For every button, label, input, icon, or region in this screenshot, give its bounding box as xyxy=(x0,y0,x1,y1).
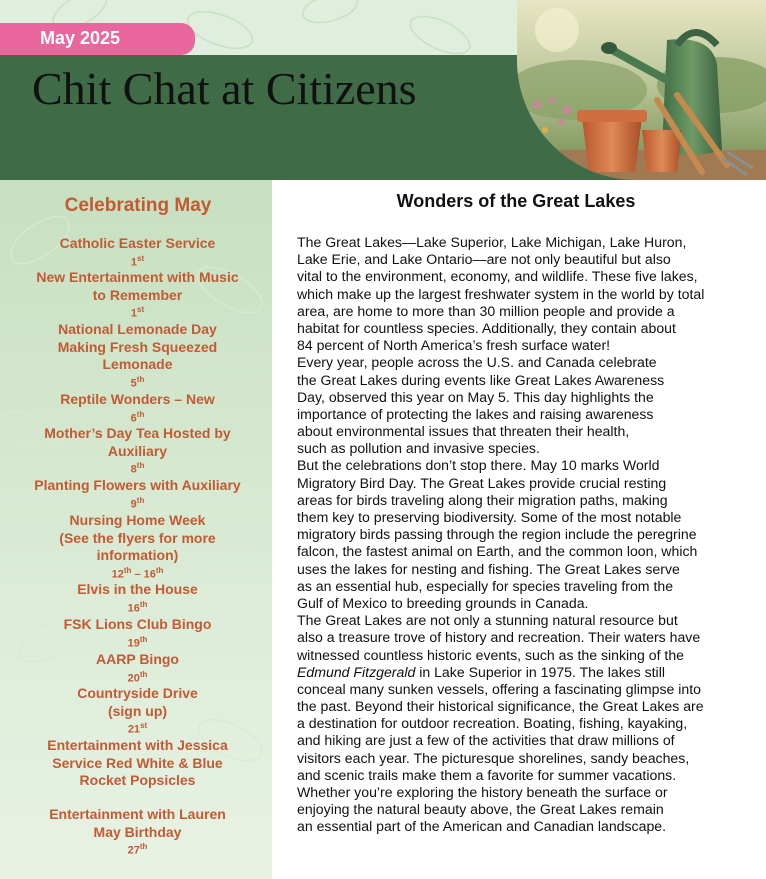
event-date: 21st xyxy=(127,721,148,736)
event-label: (sign up) xyxy=(107,702,168,719)
event-date: 16th xyxy=(127,599,148,615)
article-line: such as pollution and invasive species. xyxy=(297,440,540,457)
sidebar-title: Celebrating May xyxy=(64,195,212,216)
event-date: 27th xyxy=(127,842,148,857)
event-label: Service Red White & Blue xyxy=(52,754,223,771)
event-label: National Lemonade Day xyxy=(58,321,217,337)
event-label: to Remember xyxy=(92,286,183,303)
event-label: Planting Flowers with Auxiliary xyxy=(34,477,241,493)
article-line: The Great Lakes—Lake Superior, Lake Michigan, Lake Huron, xyxy=(297,234,687,250)
event-label: Rocket Popsicles xyxy=(79,772,196,788)
article-line: areas for birds traveling along their migration paths, making xyxy=(297,491,668,508)
event-label: Mother’s Day Tea Hosted by xyxy=(44,425,231,441)
article-line: also a treasure trove of history and recreation. Their waters have xyxy=(297,629,701,646)
event-label: May Birthday xyxy=(93,823,182,840)
event-label: FSK Lions Club Bingo xyxy=(63,616,212,632)
event-label: Nursing Home Week xyxy=(69,512,206,528)
event-date: 9th xyxy=(130,495,145,511)
event-label: Making Fresh Squeezed xyxy=(57,338,218,355)
article-line: Gulf of Mexico to breeding grounds in Canada. xyxy=(297,594,589,611)
article-line: Edmund Fitzgerald in Lake Superior in 1975. The lakes still xyxy=(297,663,665,680)
event-label: New Entertainment with Music xyxy=(36,269,239,285)
event-date: 19th xyxy=(127,634,148,650)
article-line: the past. Beyond their historical significance, the Great Lakes are xyxy=(297,698,704,715)
article-line: falcon, the fastest animal on Earth, and the common loon, which xyxy=(297,543,698,560)
article-line: which make up the largest freshwater system in the world by total xyxy=(297,285,705,302)
event-date: 1st xyxy=(130,253,145,269)
newsletter-header xyxy=(0,0,766,180)
article-line: uses the lakes for nesting and fishing. The Great Lakes serve xyxy=(297,560,680,577)
article-line: conceal many sunken vessels, offering a fascinating glimpse into xyxy=(297,680,701,697)
article-title: Wonders of the Great Lakes xyxy=(396,191,636,211)
article-line: and hiking are just a few of the activities that draw millions of xyxy=(297,732,675,749)
article-line: But the celebrations don’t stop there. May 10 marks World xyxy=(297,457,660,474)
event-date: 20th xyxy=(127,669,148,685)
article-line: Every year, people across the U.S. and Canada celebrate xyxy=(297,354,657,371)
article-line: enjoying the natural beauty above, the Great Lakes remain xyxy=(297,801,664,818)
article-line: The Great Lakes are not only a stunning natural resource but xyxy=(297,612,678,629)
article-line: the Great Lakes during events like Great Lakes Awareness xyxy=(297,371,665,388)
article-line: a destination for outdoor recreation. Boating, fishing, kayaking, xyxy=(297,715,688,732)
article-line: Whether you’re exploring the history beneath the surface or xyxy=(297,784,668,800)
article-line: witnessed countless historic events, such as the sinking of the xyxy=(297,646,685,663)
article-line: as an essential hub, especially for species traveling from the xyxy=(297,577,674,594)
event-label: Auxiliary xyxy=(107,442,168,459)
event-label: AARP Bingo xyxy=(96,651,179,667)
article-line: them key to preserving biodiversity. Some of the most notable xyxy=(297,509,682,525)
event-label: information) xyxy=(96,547,179,563)
event-date: 12th – 16th xyxy=(111,565,164,581)
article-line: Migratory Bird Day. The Great Lakes provide crucial resting xyxy=(297,474,667,491)
event-label: Elvis in the House xyxy=(77,581,198,597)
event-label: (See the flyers for more xyxy=(59,529,216,546)
article-line: Lake Erie, and Lake Ontario—are not only beautiful but also xyxy=(297,251,671,268)
article-line: importance of protecting the lakes and raising awareness xyxy=(297,405,654,422)
event-label: Entertainment with Jessica xyxy=(47,737,228,753)
article-line: about environmental issues that threaten their health, xyxy=(297,423,630,440)
events-sidebar xyxy=(0,180,272,879)
newsletter-title: Chit Chat at Citizens xyxy=(32,63,417,114)
ship-name: Edmund Fitzgerald xyxy=(297,663,416,680)
event-date: 8th xyxy=(130,461,145,476)
article-line: Day, observed this year on May 5. This day highlights the xyxy=(297,388,654,405)
article-line: an essential part of the American and Canadian landscape. xyxy=(297,818,667,835)
event-label: Countryside Drive xyxy=(77,685,198,701)
event-date: 1st xyxy=(130,305,145,320)
event-date: 6th xyxy=(130,409,145,425)
article-line: and scenic trails make them a favorite for summer vacations. xyxy=(297,766,677,783)
article-line: 84 percent of North America’s fresh surface water! xyxy=(297,337,611,354)
event-label: Reptile Wonders – New xyxy=(60,391,215,407)
article-line: area, are home to more than 30 million people and provide a xyxy=(297,302,675,319)
event-label: Lemonade xyxy=(102,356,173,372)
issue-month: May 2025 xyxy=(40,28,121,48)
article-line: vital to the environment, economy, and wildlife. These five lakes, xyxy=(297,268,698,285)
article-line: visitors each year. The picturesque shorelines, sandy beaches, xyxy=(297,749,690,766)
event-label: Entertainment with Lauren xyxy=(49,806,226,822)
article-line: habitat for countless species. Additionally, they contain about xyxy=(297,319,676,336)
article-line: migratory birds passing through the region include the peregrine xyxy=(297,526,697,543)
event-date: 5th xyxy=(130,374,145,390)
event-label: Catholic Easter Service xyxy=(59,235,216,251)
article-body xyxy=(297,234,747,836)
